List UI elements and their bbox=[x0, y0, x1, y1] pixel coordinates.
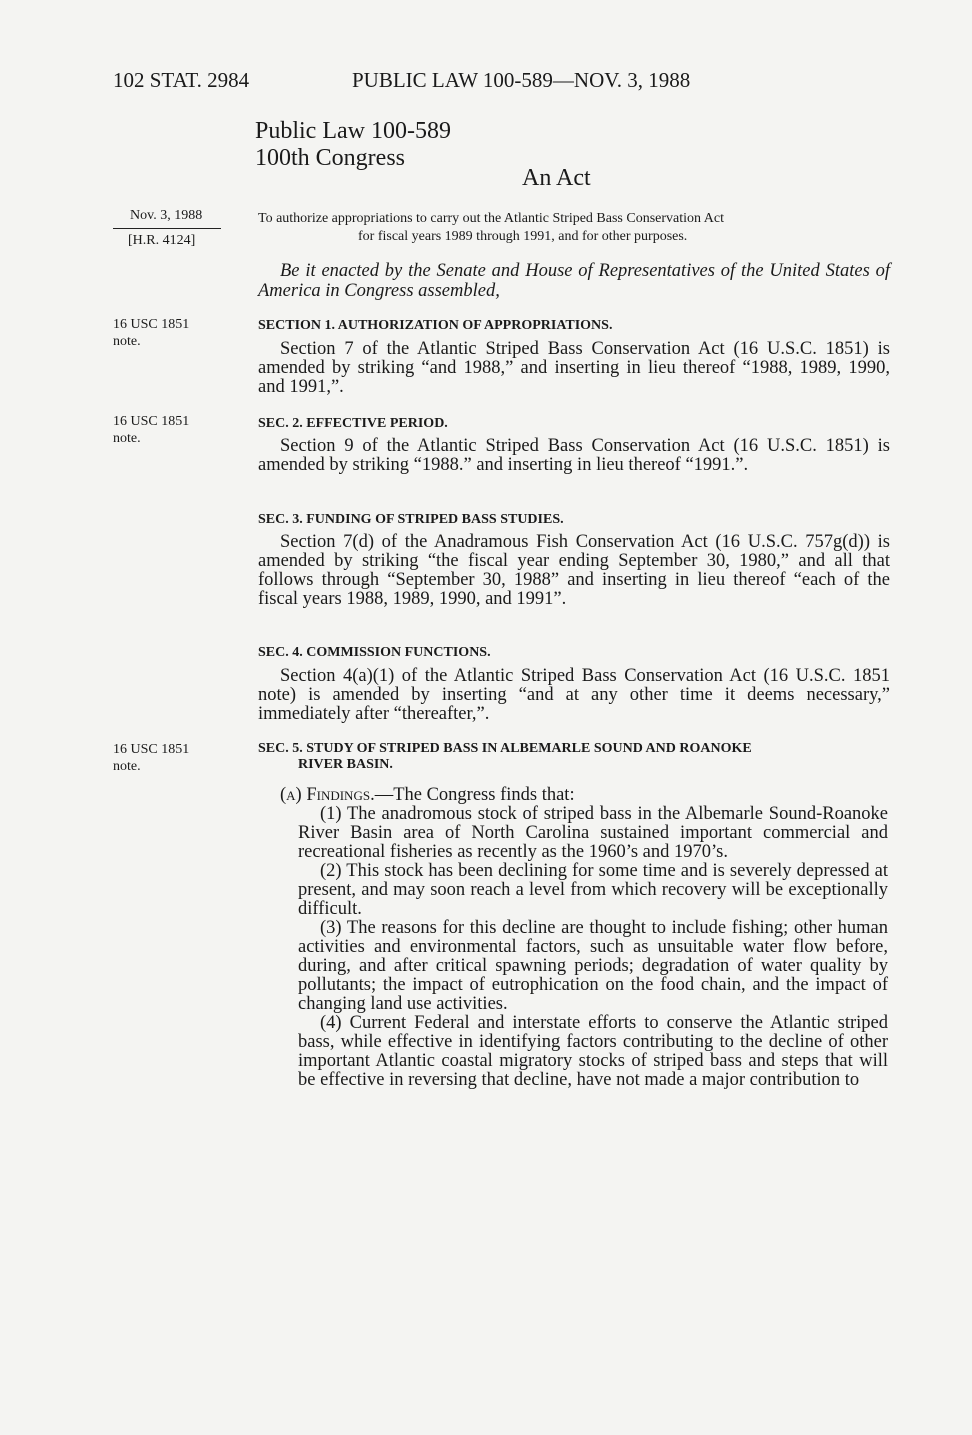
margin-note-1-citation: 16 USC 1851 bbox=[113, 317, 190, 332]
finding-2: (2) This stock has been declining for some time and is severely depressed at present, and may soon reach a level from which recovery will be exceptionally difficult. bbox=[298, 861, 888, 919]
purpose-line-1: To authorize appropriations to carry out the Atlantic Striped Bass Conservation Act bbox=[258, 211, 724, 226]
purpose-statement bbox=[258, 210, 890, 246]
title-block bbox=[255, 118, 451, 172]
findings-list bbox=[298, 805, 888, 1090]
law-number: Public Law 100-589 bbox=[255, 118, 451, 144]
margin-note-1-label: note. bbox=[113, 334, 141, 349]
congress: 100th Congress bbox=[255, 145, 405, 171]
running-title: PUBLIC LAW 100-589—NOV. 3, 1988 bbox=[352, 68, 691, 92]
margin-date: Nov. 3, 1988 bbox=[130, 208, 203, 223]
section-1-text: Section 7 of the Atlantic Striped Bass Conservation Act (16 U.S.C. 1851) is amended by striking “and 1988,” and inserting in lieu thereof “1988, 1989, 1990, and 1991,”. bbox=[258, 339, 890, 397]
enacting-clause: Be it enacted by the Senate and House of Representatives of the United States of America in Congress assembled, bbox=[258, 261, 890, 301]
section-2-text: Section 9 of the Atlantic Striped Bass Conservation Act (16 U.S.C. 1851) is amended by striking “1988.” and inserting in lieu thereof “1991.”. bbox=[258, 436, 890, 475]
section-5-heading-line-2: RIVER BASIN. bbox=[298, 757, 393, 772]
section-2-heading: SEC. 2. EFFECTIVE PERIOD. bbox=[258, 416, 448, 431]
section-1-heading: SECTION 1. AUTHORIZATION OF APPROPRIATIONS. bbox=[258, 318, 613, 333]
section-5-findings-intro bbox=[258, 786, 890, 805]
margin-note-3-label: note. bbox=[113, 759, 141, 774]
section-4-text: Section 4(a)(1) of the Atlantic Striped Bass Conservation Act (16 U.S.C. 1851 note) is amended by inserting “and at any other time it deems necessary,” immediately after “thereafter,”. bbox=[258, 666, 890, 724]
finding-3: (3) The reasons for this decline are thought to include fishing; other human activities and environmental factors, such as unsuitable water flow before, during, and after critical spawning periods; degradation of water quality by pollutants; the impact of eutrophication on the food chain, and the impact of changing land use activities. bbox=[298, 918, 888, 1014]
margin-note-2-citation: 16 USC 1851 bbox=[113, 414, 190, 429]
findings-label: (a) Findings. bbox=[280, 785, 375, 805]
margin-note-3 bbox=[113, 741, 189, 775]
margin-note-3-citation: 16 USC 1851 bbox=[113, 742, 190, 757]
margin-divider bbox=[113, 228, 221, 229]
margin-note-2-label: note. bbox=[113, 431, 141, 446]
section-5-heading-line-1: SEC. 5. STUDY OF STRIPED BASS IN ALBEMARLE SOUND AND ROANOKE bbox=[258, 741, 752, 756]
margin-note-2 bbox=[113, 413, 189, 447]
finding-4: (4) Current Federal and interstate efforts to conserve the Atlantic striped bass, while effective in identifying factors contributing to the decline of other important Atlantic coastal migratory stocks of striped bass and steps that will be effective in reversing that decline, have not made a major contribution to bbox=[298, 1013, 888, 1090]
section-5-heading bbox=[258, 741, 898, 773]
page-number: 102 STAT. 2984 bbox=[113, 68, 250, 92]
section-4-heading: SEC. 4. COMMISSION FUNCTIONS. bbox=[258, 645, 491, 660]
margin-bill-number: [H.R. 4124] bbox=[128, 233, 196, 248]
margin-note-1 bbox=[113, 316, 189, 350]
findings-intro-text: —The Congress finds that: bbox=[374, 785, 575, 805]
purpose-line-2: for fiscal years 1989 through 1991, and for other purposes. bbox=[358, 229, 688, 244]
finding-1: (1) The anadromous stock of striped bass in the Albemarle Sound-Roanoke River Basin area of North Carolina sustained important commercial and recreational fisheries as recently as the 1960’s and 1970’s. bbox=[298, 804, 888, 862]
section-3-heading: SEC. 3. FUNDING OF STRIPED BASS STUDIES. bbox=[258, 512, 564, 527]
act-heading: An Act bbox=[522, 165, 591, 191]
section-3-text: Section 7(d) of the Anadramous Fish Conservation Act (16 U.S.C. 757g(d)) is amended by striking “the fiscal year ending September 30, 1980,” and all that follows through “September 30, 1988” and inserting in lieu thereof “each of the fiscal years 1988, 1989, 1990, and 1991”. bbox=[258, 532, 890, 609]
